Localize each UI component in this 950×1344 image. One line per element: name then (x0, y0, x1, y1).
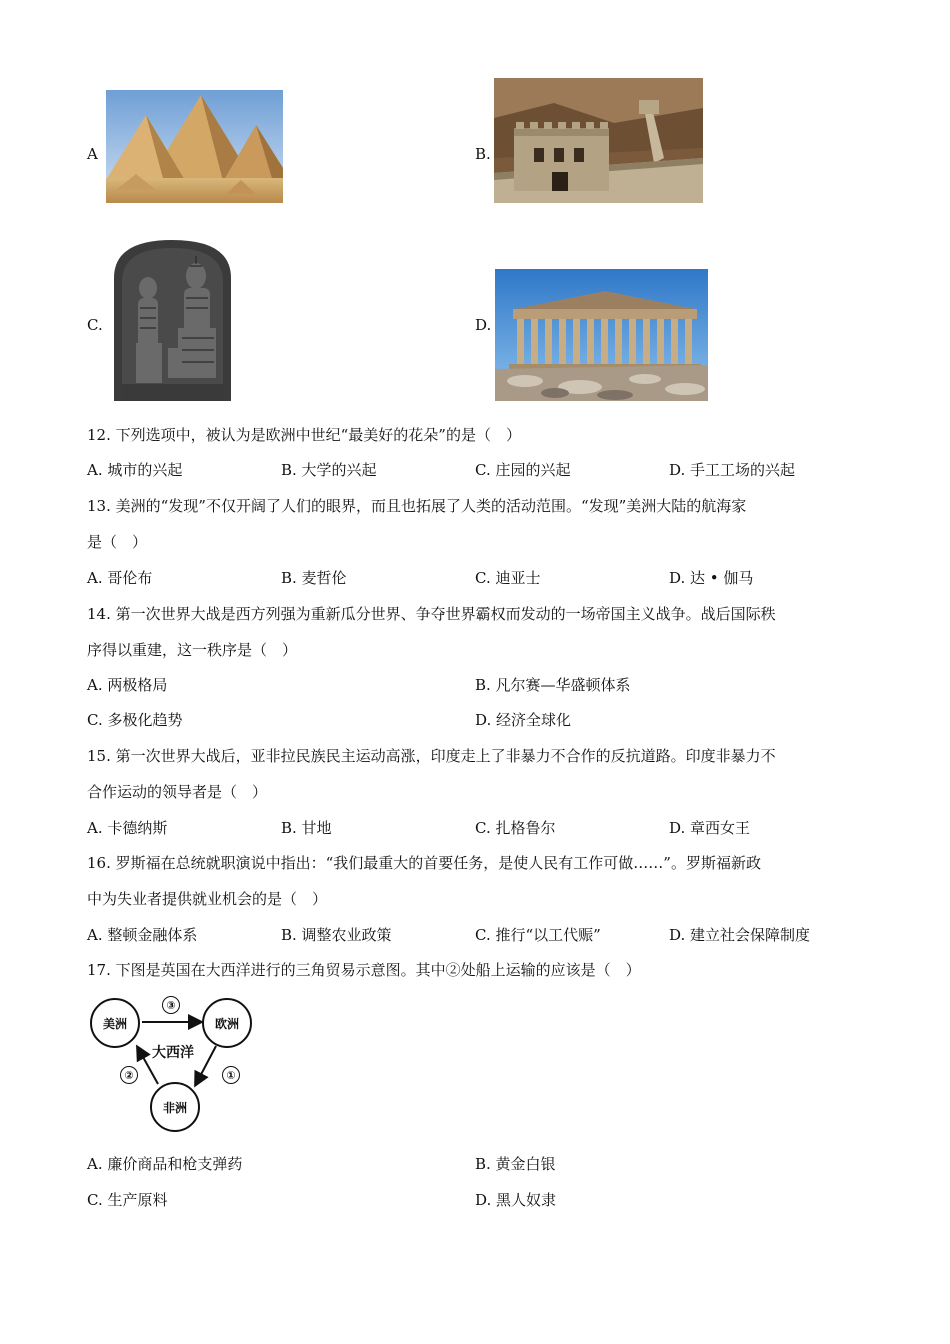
q16-option-b: B. 调整农业政策 (281, 926, 392, 944)
node-europe: 欧洲 (202, 998, 252, 1048)
q13-option-a: A. 哥伦布 (87, 569, 153, 587)
option-a-label: A (87, 145, 98, 163)
node-americas: 美洲 (90, 998, 140, 1048)
q17-option-b: B. 黄金白银 (475, 1155, 556, 1173)
question-17-stem: 17. 下图是英国在大西洋进行的三角贸易示意图。其中②处船上运输的应该是（ ） (87, 961, 641, 979)
q14-option-d: D. 经济全球化 (475, 711, 572, 729)
q12-option-b: B. 大学的兴起 (281, 461, 377, 479)
arrow-europe-to-africa (196, 1046, 216, 1084)
question-13-stem-line1: 13. 美洲的“发现”不仅开阔了人们的眼界，而且也拓展了人类的活动范围。“发现”美洲大陆的航海家 (87, 497, 747, 515)
route-number-1: ① (222, 1066, 240, 1084)
q17-option-a: A. 廉价商品和枪支弹药 (87, 1155, 243, 1173)
q15-option-c: C. 扎格鲁尔 (475, 819, 556, 837)
question-16-stem-line2: 中为失业者提供就业机会的是（ ） (87, 890, 328, 908)
option-d-label: D. (475, 316, 492, 334)
q17-option-d: D. 黑人奴隶 (475, 1191, 557, 1209)
route-number-3: ③ (162, 996, 180, 1014)
q12-option-a: A. 城市的兴起 (87, 461, 183, 479)
q15-option-d: D. 章西女王 (669, 819, 751, 837)
triangle-trade-diagram (88, 992, 260, 1140)
q14-option-b: B. 凡尔赛—华盛顿体系 (475, 676, 631, 694)
option-b-label: B. (475, 145, 491, 163)
route-number-2: ② (120, 1066, 138, 1084)
q14-option-c: C. 多极化趋势 (87, 711, 183, 729)
q14-option-a: A. 两极格局 (87, 676, 168, 694)
q12-option-d: D. 手工工场的兴起 (669, 461, 796, 479)
q16-option-a: A. 整顿金融体系 (87, 926, 198, 944)
question-12-stem: 12. 下列选项中，被认为是欧洲中世纪“最美好的花朵”的是（ ） (87, 426, 521, 444)
parthenon-image (495, 269, 708, 401)
q13-option-c: C. 迪亚士 (475, 569, 541, 587)
question-15-stem-line2: 合作运动的领导者是（ ） (87, 783, 268, 801)
pyramids-image (106, 90, 283, 203)
question-13-stem-line2: 是（ ） (87, 533, 148, 551)
q13-option-d: D. 达 • 伽马 (669, 569, 754, 587)
option-c-label: C. (87, 316, 103, 334)
node-africa: 非洲 (150, 1082, 200, 1132)
great-wall-image (494, 78, 703, 203)
question-14-stem-line2: 序得以重建，这一秩序是（ ） (87, 641, 298, 659)
question-15-stem-line1: 15. 第一次世界大战后，亚非拉民族民主运动高涨，印度走上了非暴力不合作的反抗道路。印度非暴力不 (87, 747, 776, 765)
question-14-stem-line1: 14. 第一次世界大战是西方列强为重新瓜分世界、争夺世界霸权而发动的一场帝国主义战争。战后国际秩 (87, 605, 776, 623)
q17-option-c: C. 生产原料 (87, 1191, 168, 1209)
q16-option-c: C. 推行“以工代赈” (475, 926, 601, 944)
q15-option-a: A. 卡德纳斯 (87, 819, 168, 837)
question-16-stem-line1: 16. 罗斯福在总统就职演说中指出：“我们最重大的首要任务，是使人民有工作可做……”。罗斯福新政 (87, 854, 761, 872)
ocean-label: 大西洋 (152, 1045, 194, 1061)
q16-option-d: D. 建立社会保障制度 (669, 926, 811, 944)
q13-option-b: B. 麦哲伦 (281, 569, 347, 587)
q15-option-b: B. 甘地 (281, 819, 332, 837)
q12-option-c: C. 庄园的兴起 (475, 461, 571, 479)
hammurabi-stele-image (108, 238, 237, 401)
